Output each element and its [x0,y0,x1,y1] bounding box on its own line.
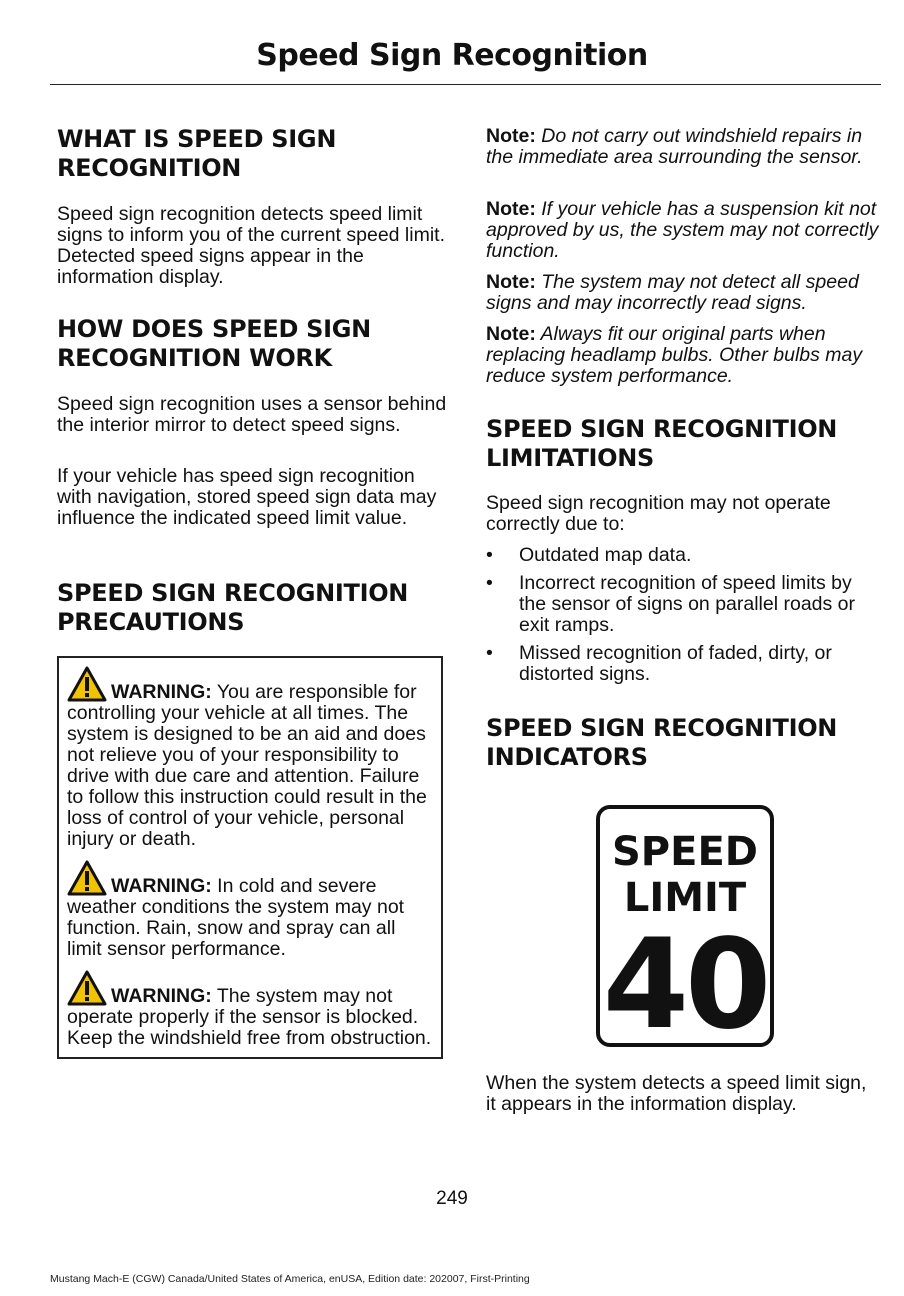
heading-what-is: WHAT IS SPEED SIGN RECOGNITION [57,125,337,182]
limitation-1: Outdated map data. [519,544,692,566]
indicators-body: When the system detects a speed limit sign, it appears in the information display. [486,1072,867,1115]
note-2-text: If your vehicle has a suspension kit not approved by us, the system may not correctly function. [486,198,879,262]
heading-precautions: SPEED SIGN RECOGNITION PRECAUTIONS [57,579,409,636]
warning-triangle-icon [67,666,107,702]
warning-triangle-icon [67,970,107,1006]
title-rule [50,84,881,85]
warning-2-label: WARNING: [111,875,212,897]
heading-indicators: SPEED SIGN RECOGNITION INDICATORS [486,714,838,771]
warning-3 [67,970,433,1049]
bullet: • [486,642,493,664]
note-3-text: The system may not detect all speed signs and may incorrectly read signs. [486,271,859,314]
note-2 [486,199,881,262]
limitations-intro: Speed sign recognition may not operate correctly due to: [486,492,831,535]
note-1-text: Do not carry out windshield repairs in the immediate area surrounding the sensor. [486,125,863,168]
warning-2-text: In cold and severe weather conditions the system may not function. Rain, snow and spray can all limit sensor performance. [67,875,405,960]
page-title: Speed Sign Recognition [256,38,648,73]
note-1 [486,126,881,168]
warning-1-text: You are responsible for controlling your vehicle at all times. The system is designed to be an aid and does not relieve you of your responsibility to drive with due care and attention. Failure to follow this instruction could result in the loss of control of your vehicle, personal injury or death. [67,681,427,850]
list-item [486,573,881,636]
heading-how-does: HOW DOES SPEED SIGN RECOGNITION WORK [57,315,371,372]
warning-1 [67,666,433,850]
page-number: 249 [436,1188,468,1209]
note-1-label: Note: [486,125,536,147]
warning-3-text: The system may not operate properly if the sensor is blocked. Keep the windshield free from obstruction. [67,985,432,1049]
limitations-list [486,545,881,692]
how-body-2: If your vehicle has speed sign recognition with navigation, stored speed sign data may influence the indicated speed limit value. [57,465,437,529]
warning-box [57,656,443,1059]
how-body-1: Speed sign recognition uses a sensor behind the interior mirror to detect speed signs. [57,393,447,436]
sign-line-2: LIMIT [623,875,747,921]
warning-2 [67,860,433,960]
note-3 [486,272,881,314]
note-3-label: Note: [486,271,536,293]
note-4-text: Always fit our original parts when replacing headlamp bulbs. Other bulbs may reduce system performance. [486,323,863,387]
note-2-label: Note: [486,198,536,220]
bullet: • [486,572,493,594]
footer-text: Mustang Mach-E (CGW) Canada/United States of America, enUSA, Edition date: 202007, First-Printing [50,1273,530,1285]
list-item [486,643,881,685]
warning-3-label: WARNING: [111,985,212,1007]
limitation-3: Missed recognition of faded, dirty, or distorted signs. [519,642,832,685]
note-4 [486,324,881,387]
speed-limit-sign-image [596,805,774,1047]
warning-1-label: WARNING: [111,681,212,703]
warning-triangle-icon [67,860,107,896]
sign-speed-value: 40 [602,913,768,1047]
bullet: • [486,544,493,566]
list-item [486,545,881,566]
heading-limitations: SPEED SIGN RECOGNITION LIMITATIONS [486,415,838,472]
limitation-2: Incorrect recognition of speed limits by the sensor of signs on parallel roads or exit ramps. [519,572,856,636]
note-4-label: Note: [486,323,536,345]
what-is-body: Speed sign recognition detects speed limit signs to inform you of the current speed limit. Detected speed signs appear in the information display. [57,203,446,288]
sign-line-1: SPEED [612,829,758,875]
